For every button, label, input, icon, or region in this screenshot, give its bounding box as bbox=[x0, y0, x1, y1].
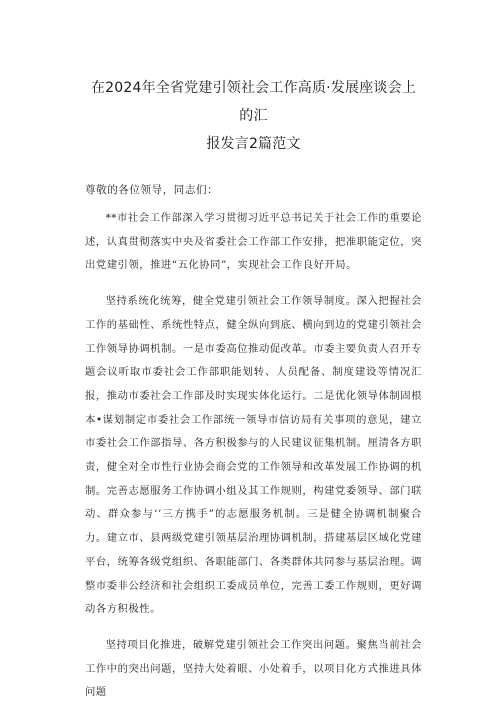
paragraph-project-promotion: 坚持项目化推进，破解党建引领社会工作突出问题。聚焦当前社会工作中的突出问题，坚持大处着眼、小处着手，以项目化方式推进具体问题 bbox=[85, 638, 422, 699]
paragraph-intro: **市社会工作部深入学习贯彻习近平总书记关于社会工作的重要论述，认真贯彻落实中央及省委社会工作部工作安排，把准职能定位，突出党建引领，推进“五化协同”，实现社会工作良好开局。 bbox=[85, 212, 422, 272]
greeting: 尊敬的各位领导，同志们： bbox=[85, 184, 219, 196]
document-title bbox=[85, 74, 422, 158]
paragraph-systematic-coordination: 坚持系统化统筹，健全党建引领社会工作领导制度。深入把握社会工作的基础性、系统性特点，健全纵向到底、横向到边的党建引领社会工作领导协调机制。一是市委高位推动促改革。市委主要负责人召开专题会议听取市委社会工作部职能划转、人员配备、制度建设等情况汇报，推动市委社会工作部及时实现实体化运行。二是优化领导体制固根本•谋划制定市委社会工作部统一领导市信访局有关事项的意见，建立市委社会工作部指导、各方积极参与的人民建议征集机制。厘清各方职责，健全对全市性行业协会商会党的工作领导和改革发展工作协调的机制。完善志愿服务工作协调小组及其工作规则，构建党委领导、部门联动、群众参与‘’三方携手”的志愿服务机制。三是健全协调机制聚合力。建立市、县两级党建引领基层治理协调机制，搭建基层区域化党建平台，统筹各级党组织、各职能部门、各类群体共同参与基层治理。调整市委非公经济和社会组织工委成员单位，完善工委工作规则，更好调动各方积极性。 bbox=[85, 295, 422, 616]
title-line-2: 报发言2篇范文 bbox=[206, 136, 301, 152]
title-line-1: 在2024年全省党建引领社会工作高质·发展座谈会上的汇 bbox=[90, 80, 417, 124]
